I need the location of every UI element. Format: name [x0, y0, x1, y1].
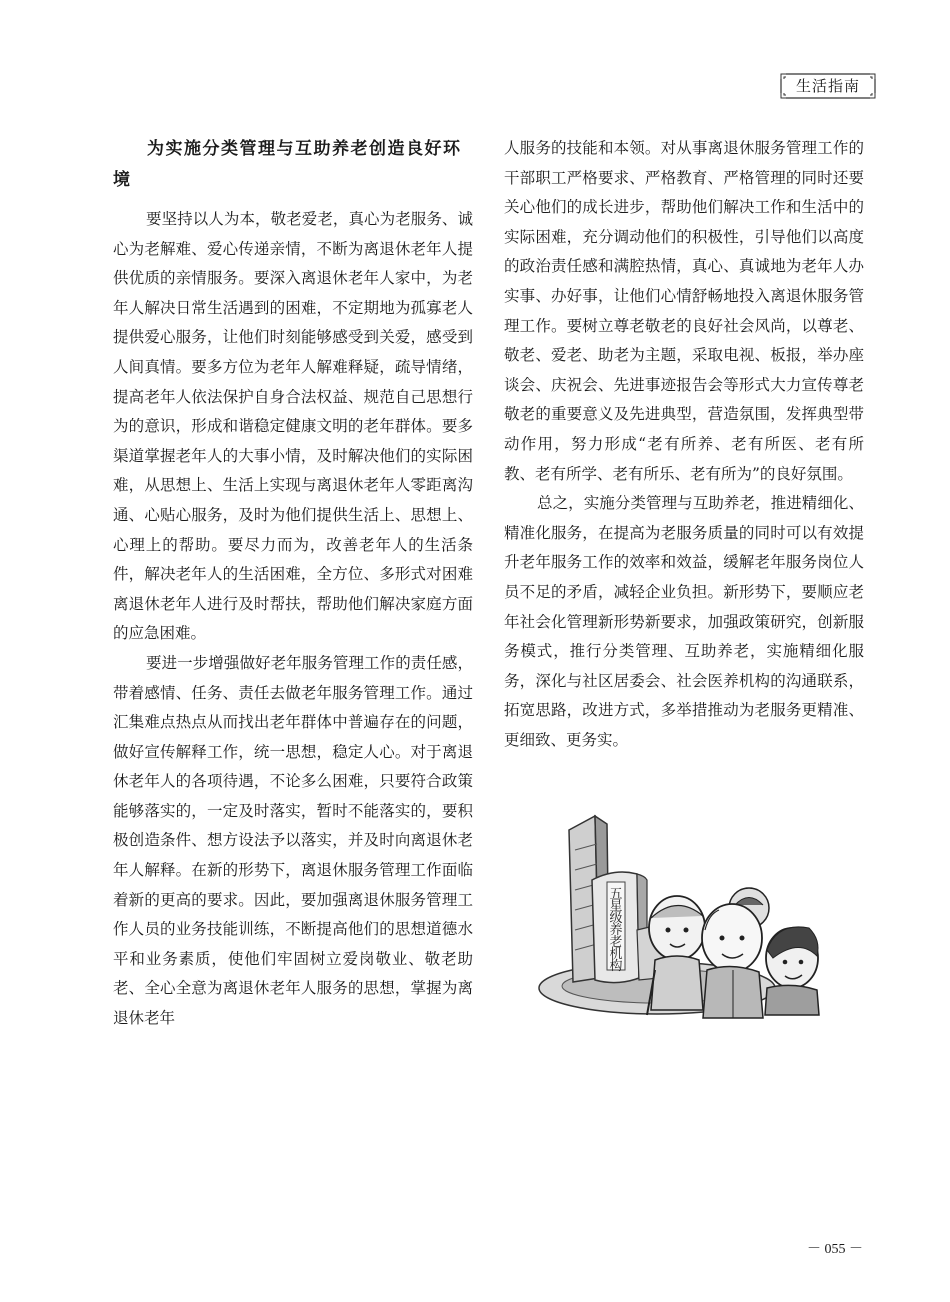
elderly-care-illustration	[537, 810, 837, 1025]
page-number: － 055 －	[807, 1242, 863, 1257]
body-paragraph: 要坚持以人为本，敬老爱老，真心为老服务、诚心为老解难、爱心传递亲情，不断为离退休老年人提供优质的亲情服务。要深入离退休老年人家中，为老年人解决日常生活遇到的困难，不定期地为孤寡老人提供爱心服务，让他们时刻能够感受到关爱，感受到人间真情。要多方位为老年人解难释疑，疏导情绪，提高老年人依法保护自身合法权益、规范自己思想行为的意识，形成和谐稳定健康文明的老年群体。要多渠道掌握老年人的大事小情，及时解决他们的实际困难，从思想上、生活上实现与离退休老年人零距离沟通、心贴心服务，及时为他们提供生活上、思想上、心理上的帮助。要尽力而为，改善老年人的生活条件，解决老年人的生活困难，全方位、多形式对困难离退休老年人进行及时帮扶，帮助他们解决家庭方面的应急困难。	[113, 210, 473, 643]
section-tag	[778, 71, 878, 101]
body-paragraph: 要进一步增强做好老年服务管理工作的责任感，带着感情、任务、责任去做老年服务管理工作。通过汇集难点热点从而找出老年群体中普遍存在的问题，做好宣传解释工作，统一思想，稳定人心。对于离退休老年人的各项待遇，不论多么困难，只要符合政策能够落实的，一定及时落实，暂时不能落实的，要积极创造条件、想方设法予以落实，并及时向离退休老年人解释。在新的形势下，离退休服务管理工作面临着新的更高的要求。因此，要加强离退休服务管理工作人员的业务技能训练，不断提高他们的思想道德水平和业务素质，使他们牢固树立爱岗敬业、敬老助老、全心全意为离退休老年人服务的思想，掌握为离退休老年	[113, 653, 473, 1028]
section-tag-label: 生活指南	[795, 77, 860, 95]
illustration-sign-text: 五星级养老机构	[609, 887, 623, 974]
right-column	[504, 134, 864, 755]
article-heading: 为实施分类管理与互助养老创造良好环境	[113, 139, 462, 190]
body-paragraph-continued: 人服务的技能和本领。对从事离退休服务管理工作的干部职工严格要求、严格教育、严格管理的同时还要关心他们的成长进步，帮助他们解决工作和生活中的实际困难，充分调动他们的积极性，引导他们以高度的政治责任感和满腔热情，真心、真诚地为老年人办实事、办好事，让他们心情舒畅地投入离退休服务管理工作。要树立尊老敬老的良好社会风尚，以尊老、敬老、爱老、助老为主题，采取电视、板报，举办座谈会、庆祝会、先进事迹报告会等形式大力宣传尊老敬老的重要意义及先进典型，营造氛围，发挥典型带动作用，努力形成“老有所养、老有所医、老有所教、老有所学、老有所乐、老有所为”的良好氛围。	[504, 139, 864, 483]
body-paragraph: 总之，实施分类管理与互助养老，推进精细化、精准化服务，在提高为老服务质量的同时可以有效提升老年服务工作的效率和效益，缓解老年服务岗位人员不足的矛盾，减轻企业负担。新形势下，要顺应老年社会化管理新形势新要求，加强政策研究，创新服务模式，推行分类管理、互助养老，实施精细化服务，深化与社区居委会、社会医养机构的沟通联系，拓宽思路，改进方式，多举措推动为老服务更精准、更细致、更务实。	[504, 494, 864, 749]
left-column	[113, 134, 473, 1034]
